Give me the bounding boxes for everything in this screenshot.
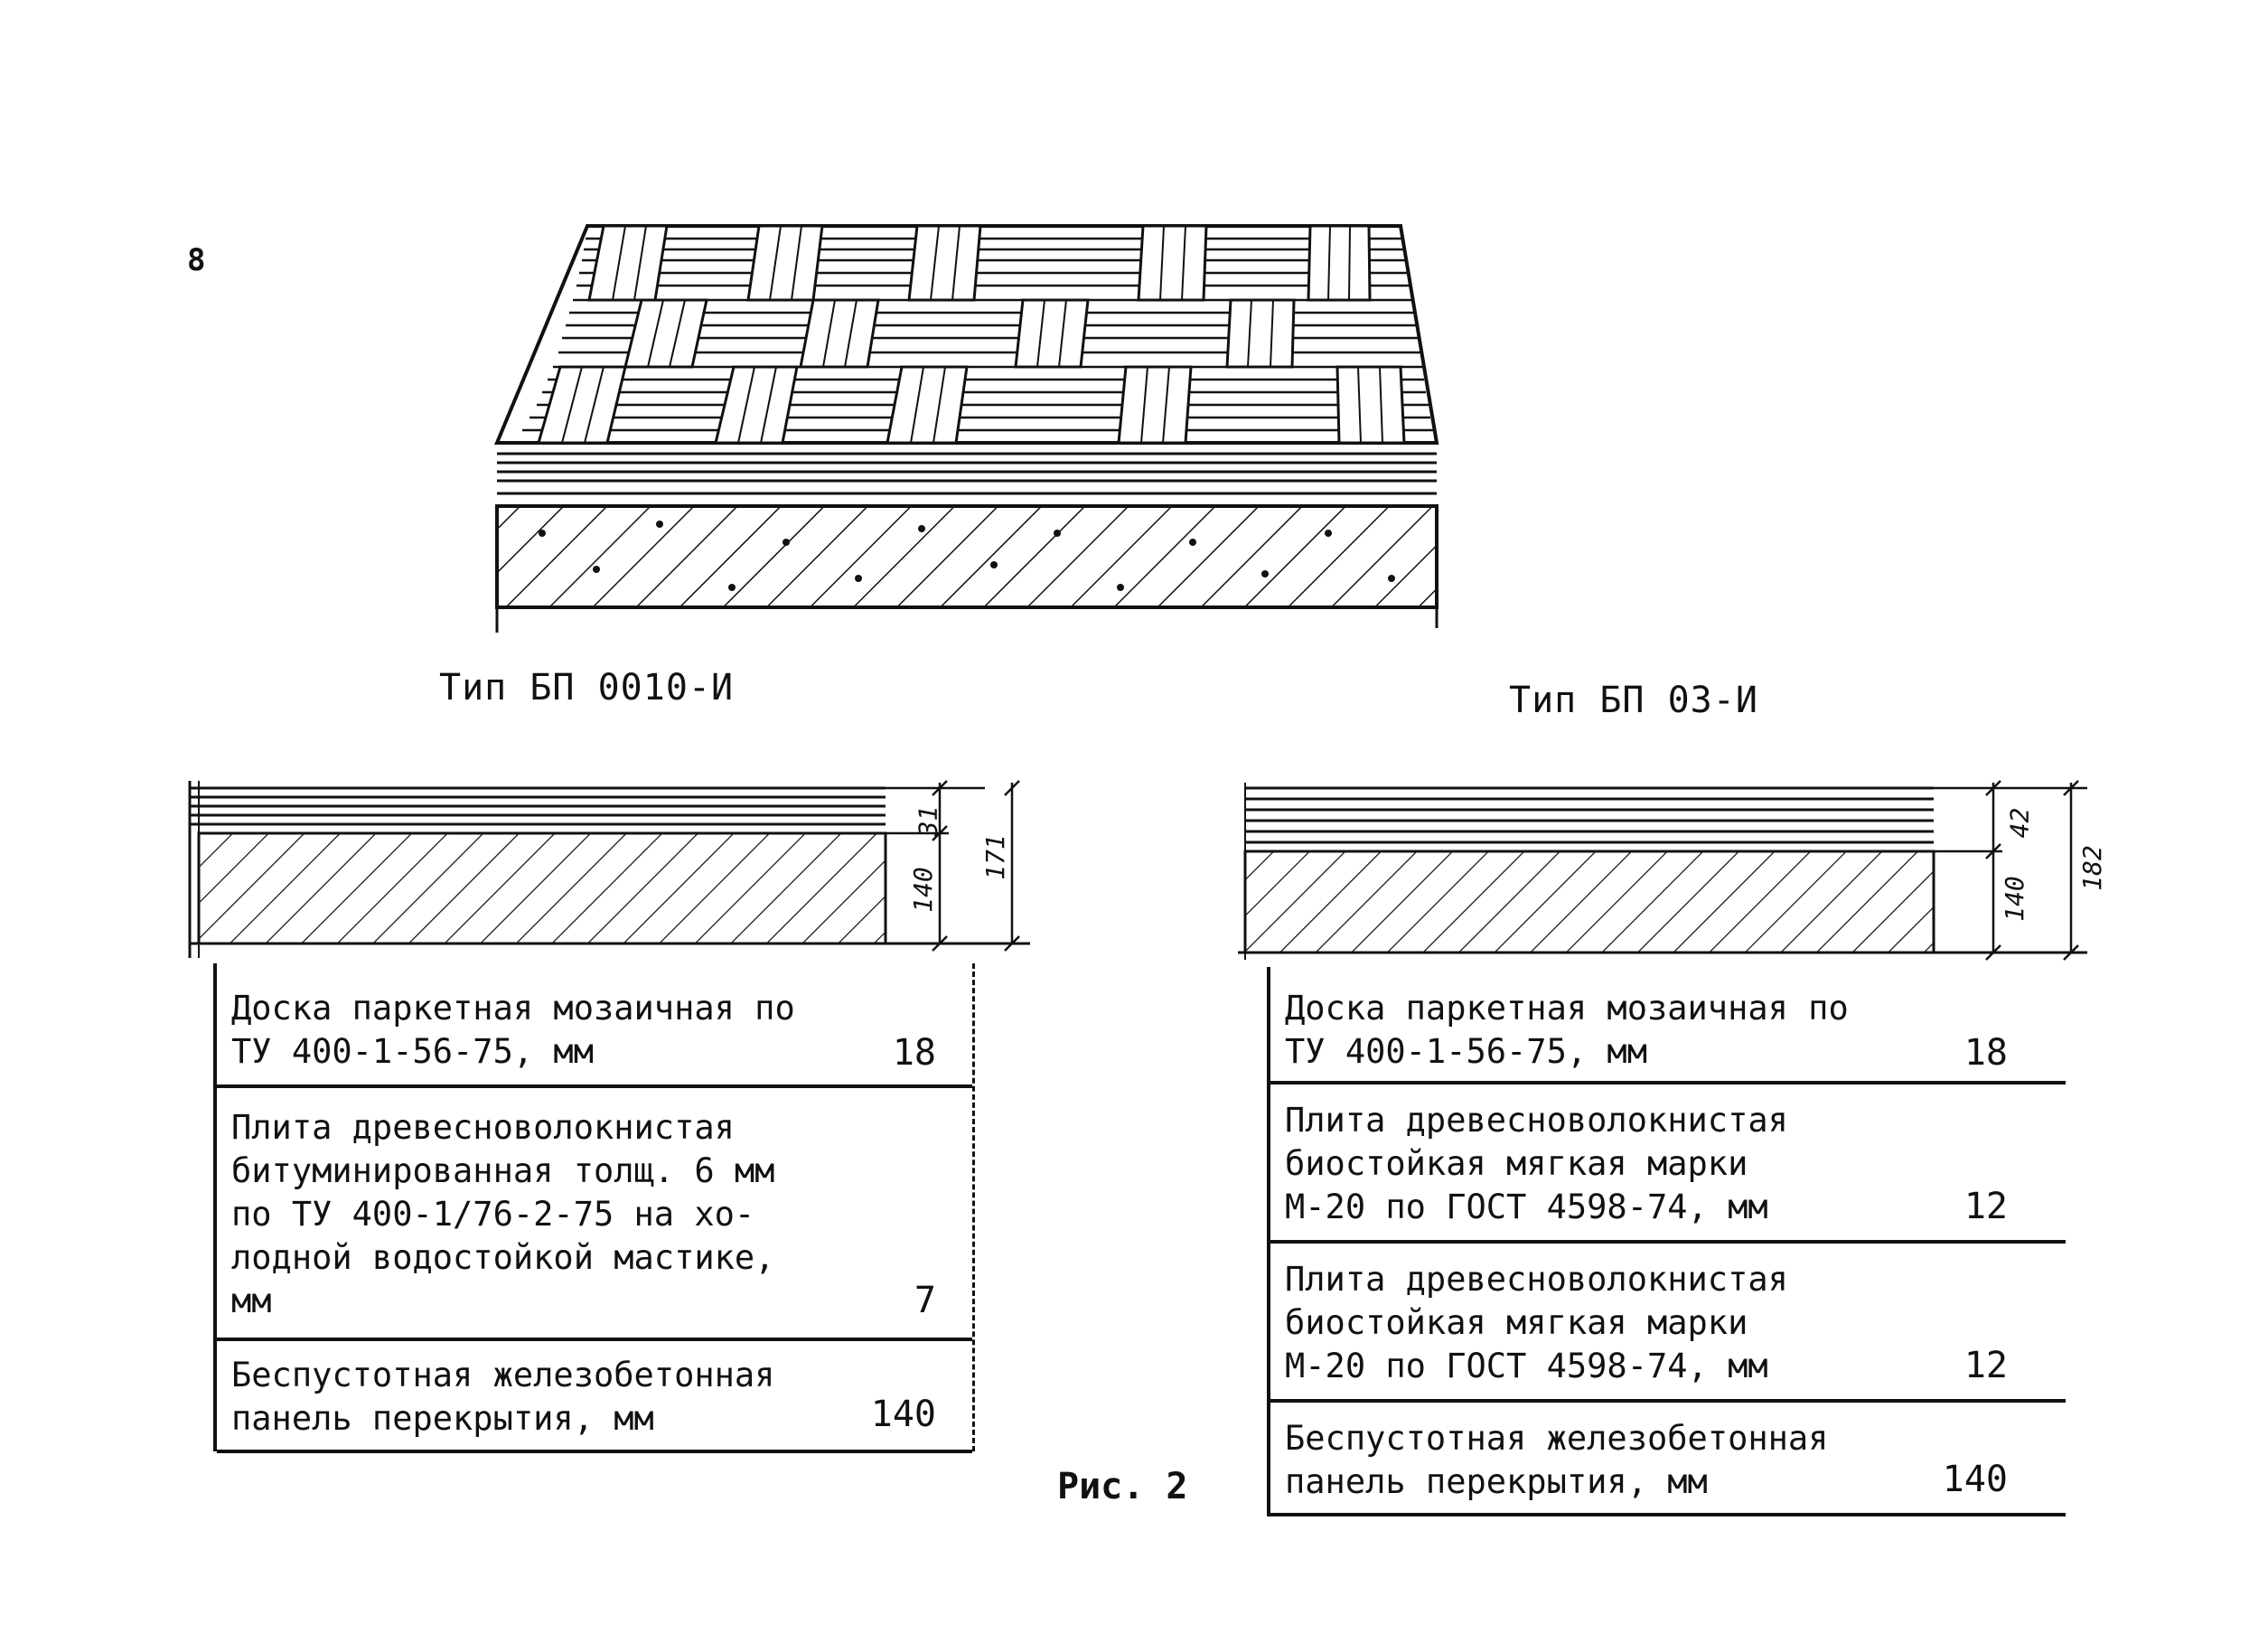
layer-thickness: 18: [1963, 1032, 2008, 1074]
layer-thickness: 7: [914, 1280, 936, 1321]
variant-2-layer-row: [1270, 1403, 2066, 1516]
parquet-surface: [497, 226, 1437, 443]
parquet-isometric-drawing: [470, 208, 1464, 642]
layer-thickness: 12: [1963, 1186, 2008, 1227]
variant-2-section-drawing: [1238, 779, 2096, 969]
variant-2-layer-table: [1267, 967, 2066, 1516]
variant-1-layer-row: [217, 1341, 972, 1453]
variant-2-type-label: Тип БП 03-И: [1509, 680, 1758, 721]
layer-description: Доска паркетная мозаичная по ТУ 400-1-56-75, мм: [1285, 989, 1849, 1071]
variant-2-dim-slab: 140: [1999, 876, 2029, 922]
variant-1-layer-table: [213, 963, 975, 1451]
variant-1-dim-total: 171: [979, 834, 1010, 880]
variant-2-dim-total: 182: [2076, 845, 2107, 891]
variant-2-layer-row: [1270, 1084, 2066, 1244]
variant-1-type-label: Тип БП 0010-И: [439, 667, 735, 709]
underlayer-edge: [497, 443, 1437, 493]
variant-1-dim-slab: 140: [907, 867, 938, 913]
layer-thickness: 18: [892, 1032, 936, 1074]
layer-description: Плита древесноволокнистая битуминированная толщ. 6 мм по ТУ 400-1/76-2-75 на хо- лодной водостойкой мастике, мм: [231, 1108, 775, 1320]
variant-2-layer-row: [1270, 967, 2066, 1084]
layer-description: Доска паркетная мозаичная по ТУ 400-1-56-75, мм: [231, 989, 795, 1071]
variant-2-layer-row: [1270, 1244, 2066, 1403]
figure-caption: Рис. 2: [1057, 1466, 1188, 1507]
layer-description: Беспустотная железобетонная панель перекрытия, мм: [231, 1356, 775, 1438]
layer-thickness: 12: [1963, 1345, 2008, 1386]
layer-thickness: 140: [870, 1394, 936, 1435]
layer-description: Плита древесноволокнистая биостойкая мягкая марки М-20 по ГОСТ 4598-74, мм: [1285, 1260, 1788, 1385]
variant-1-layer-row: [217, 963, 972, 1088]
layer-description: Беспустотная железобетонная панель перекрытия, мм: [1285, 1419, 1829, 1501]
variant-2-dim-top: 42: [2004, 807, 2035, 839]
variant-1-dim-top: 31: [913, 805, 943, 837]
variant-1-layer-row: [217, 1088, 972, 1341]
concrete-slab: [497, 506, 1437, 607]
layer-thickness: 140: [1942, 1459, 2008, 1500]
layer-description: Плита древесноволокнистая биостойкая мягкая марки М-20 по ГОСТ 4598-74, мм: [1285, 1101, 1788, 1226]
page-number: 8: [187, 242, 206, 278]
